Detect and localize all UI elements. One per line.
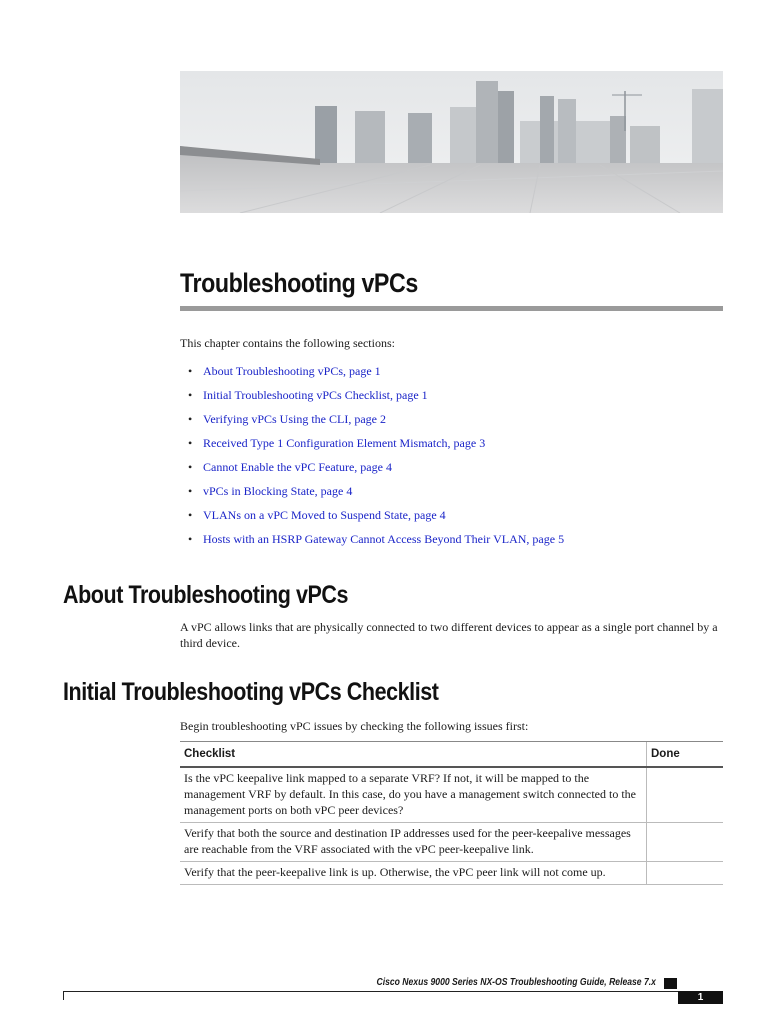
- bullet-icon: •: [188, 412, 193, 426]
- footer-divider: [63, 991, 678, 992]
- toc-item: [188, 387, 564, 411]
- toc-item: [188, 459, 564, 483]
- column-header-checklist: Checklist: [180, 742, 647, 768]
- checklist-item: Is the vPC keepalive link mapped to a separate VRF? If not, it will be mapped to the management VRF by default. In this case, do you have a management switch connected to the management ports on both vPC peer devices?: [180, 767, 647, 823]
- header-banner-image: [180, 71, 723, 213]
- about-section-heading: About Troubleshooting vPCs: [63, 581, 349, 609]
- bullet-icon: •: [188, 388, 193, 402]
- column-header-done: Done: [647, 742, 724, 768]
- toc-item: [188, 363, 564, 387]
- toc-link[interactable]: Initial Troubleshooting vPCs Checklist, page 1: [203, 388, 428, 402]
- done-cell: [647, 823, 724, 862]
- toc-item: [188, 411, 564, 435]
- table-header-row: [180, 742, 723, 768]
- footer-guide-title: Cisco Nexus 9000 Series NX-OS Troubleshooting Guide, Release 7.x: [376, 977, 656, 988]
- section-list: [188, 363, 564, 555]
- toc-item: [188, 483, 564, 507]
- done-cell: [647, 862, 724, 885]
- chapter-title: Troubleshooting vPCs: [180, 268, 418, 298]
- bullet-icon: •: [188, 484, 193, 498]
- checklist-intro: Begin troubleshooting vPC issues by checking the following issues first:: [180, 719, 529, 733]
- toc-item: [188, 435, 564, 459]
- bullet-icon: •: [188, 532, 193, 546]
- checklist-item: Verify that both the source and destination IP addresses used for the peer-keepalive messages are reachable from the VRF associated with the vPC peer-keepalive link.: [180, 823, 647, 862]
- table-row: [180, 823, 723, 862]
- footer-marker: [664, 978, 677, 989]
- bullet-icon: •: [188, 364, 193, 378]
- bullet-icon: •: [188, 436, 193, 450]
- toc-link[interactable]: Received Type 1 Configuration Element Mismatch, page 3: [203, 436, 486, 450]
- table-row: [180, 767, 723, 823]
- toc-item: [188, 531, 564, 555]
- bullet-icon: •: [188, 508, 193, 522]
- toc-link[interactable]: Hosts with an HSRP Gateway Cannot Access Beyond Their VLAN, page 5: [203, 532, 565, 546]
- footer-divider-tick: [63, 991, 64, 1000]
- checklist-item: Verify that the peer-keepalive link is up. Otherwise, the vPC peer link will not come up.: [180, 862, 647, 885]
- toc-link[interactable]: vPCs in Blocking State, page 4: [203, 484, 353, 498]
- about-section-text: A vPC allows links that are physically connected to two different devices to appear as a single port channel by a third device.: [180, 620, 718, 650]
- page-number: 1: [678, 991, 723, 1004]
- title-divider: [180, 306, 723, 311]
- chapter-intro: This chapter contains the following sections:: [180, 336, 395, 350]
- toc-link[interactable]: VLANs on a vPC Moved to Suspend State, page 4: [203, 508, 446, 522]
- toc-link[interactable]: Verifying vPCs Using the CLI, page 2: [203, 412, 386, 426]
- toc-link[interactable]: Cannot Enable the vPC Feature, page 4: [203, 460, 392, 474]
- bullet-icon: •: [188, 460, 193, 474]
- checklist-section-heading: Initial Troubleshooting vPCs Checklist: [63, 678, 439, 706]
- checklist-table: [180, 741, 723, 885]
- toc-item: [188, 507, 564, 531]
- table-row: [180, 862, 723, 885]
- toc-link[interactable]: About Troubleshooting vPCs, page 1: [203, 364, 381, 378]
- done-cell: [647, 767, 724, 823]
